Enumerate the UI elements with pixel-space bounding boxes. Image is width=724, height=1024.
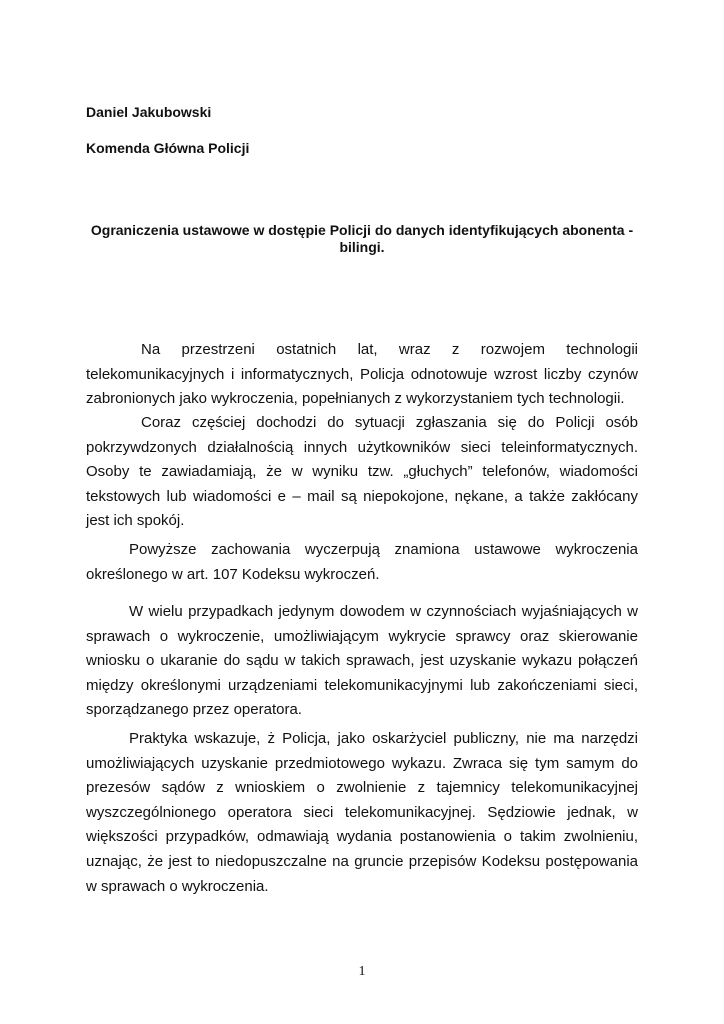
page-number: 1: [358, 964, 366, 979]
paragraph-1: Na przestrzeni ostatnich lat, wraz z rozwojem technologii telekomunikacyjnych i informatycznych, Policja odnotowuje wzrost liczby czynów zabronionych jako wykroczenia, popełnianych z wykorzystaniem tych technologii.: [86, 341, 638, 408]
author-affiliation: Komenda Główna Policji: [86, 140, 250, 156]
document-title: Ograniczenia ustawowe w dostępie Policji do danych identyfikujących abonenta - bilingi.: [90, 222, 634, 255]
paragraph-2: Coraz częściej dochodzi do sytuacji zgłaszania się do Policji osób pokrzywdzonych działalnością innych użytkowników sieci teleinformatycznych. Osoby te zawiadamiają, że w wyniku tzw. „głuchych” telefonów, wiadomości tekstowych lub wiadomości e – mail są niepokojone, nękane, a także zakłócany jest ich spokój.: [86, 414, 638, 530]
paragraph-3: Powyższe zachowania wyczerpują znamiona ustawowe wykroczenia określonego w art. 107 Kodeksu wykroczeń.: [86, 541, 638, 583]
paragraph-4: W wielu przypadkach jedynym dowodem w czynnościach wyjaśniających w sprawach o wykroczenie, umożliwiającym wykrycie sprawcy oraz skierowanie wniosku o ukaranie do sądu w takich sprawach, jest uzyskanie wykazu połączeń między określonymi urządzeniami telekomunikacyjnymi lub zakończeniami sieci, sporządzanego przez operatora.: [86, 603, 638, 719]
paragraph-5: Praktyka wskazuje, ż Policja, jako oskarżyciel publiczny, nie ma narzędzi umożliwiających uzyskanie przedmiotowego wykazu. Zwraca się tym samym do prezesów sądów z wnioskiem o zwolnienie z tajemnicy telekomunikacyjnej wyszczególnionego operatora sieci telekomunikacyjnej. Sędziowie jednak, w większości przypadków, odmawiają wydania postanowienia o takim zwolnieniu, uznając, że jest to niedopuszczalne na gruncie przepisów Kodeksu postępowania w sprawach o wykroczenia.: [86, 730, 638, 895]
author-name: Daniel Jakubowski: [86, 104, 212, 120]
